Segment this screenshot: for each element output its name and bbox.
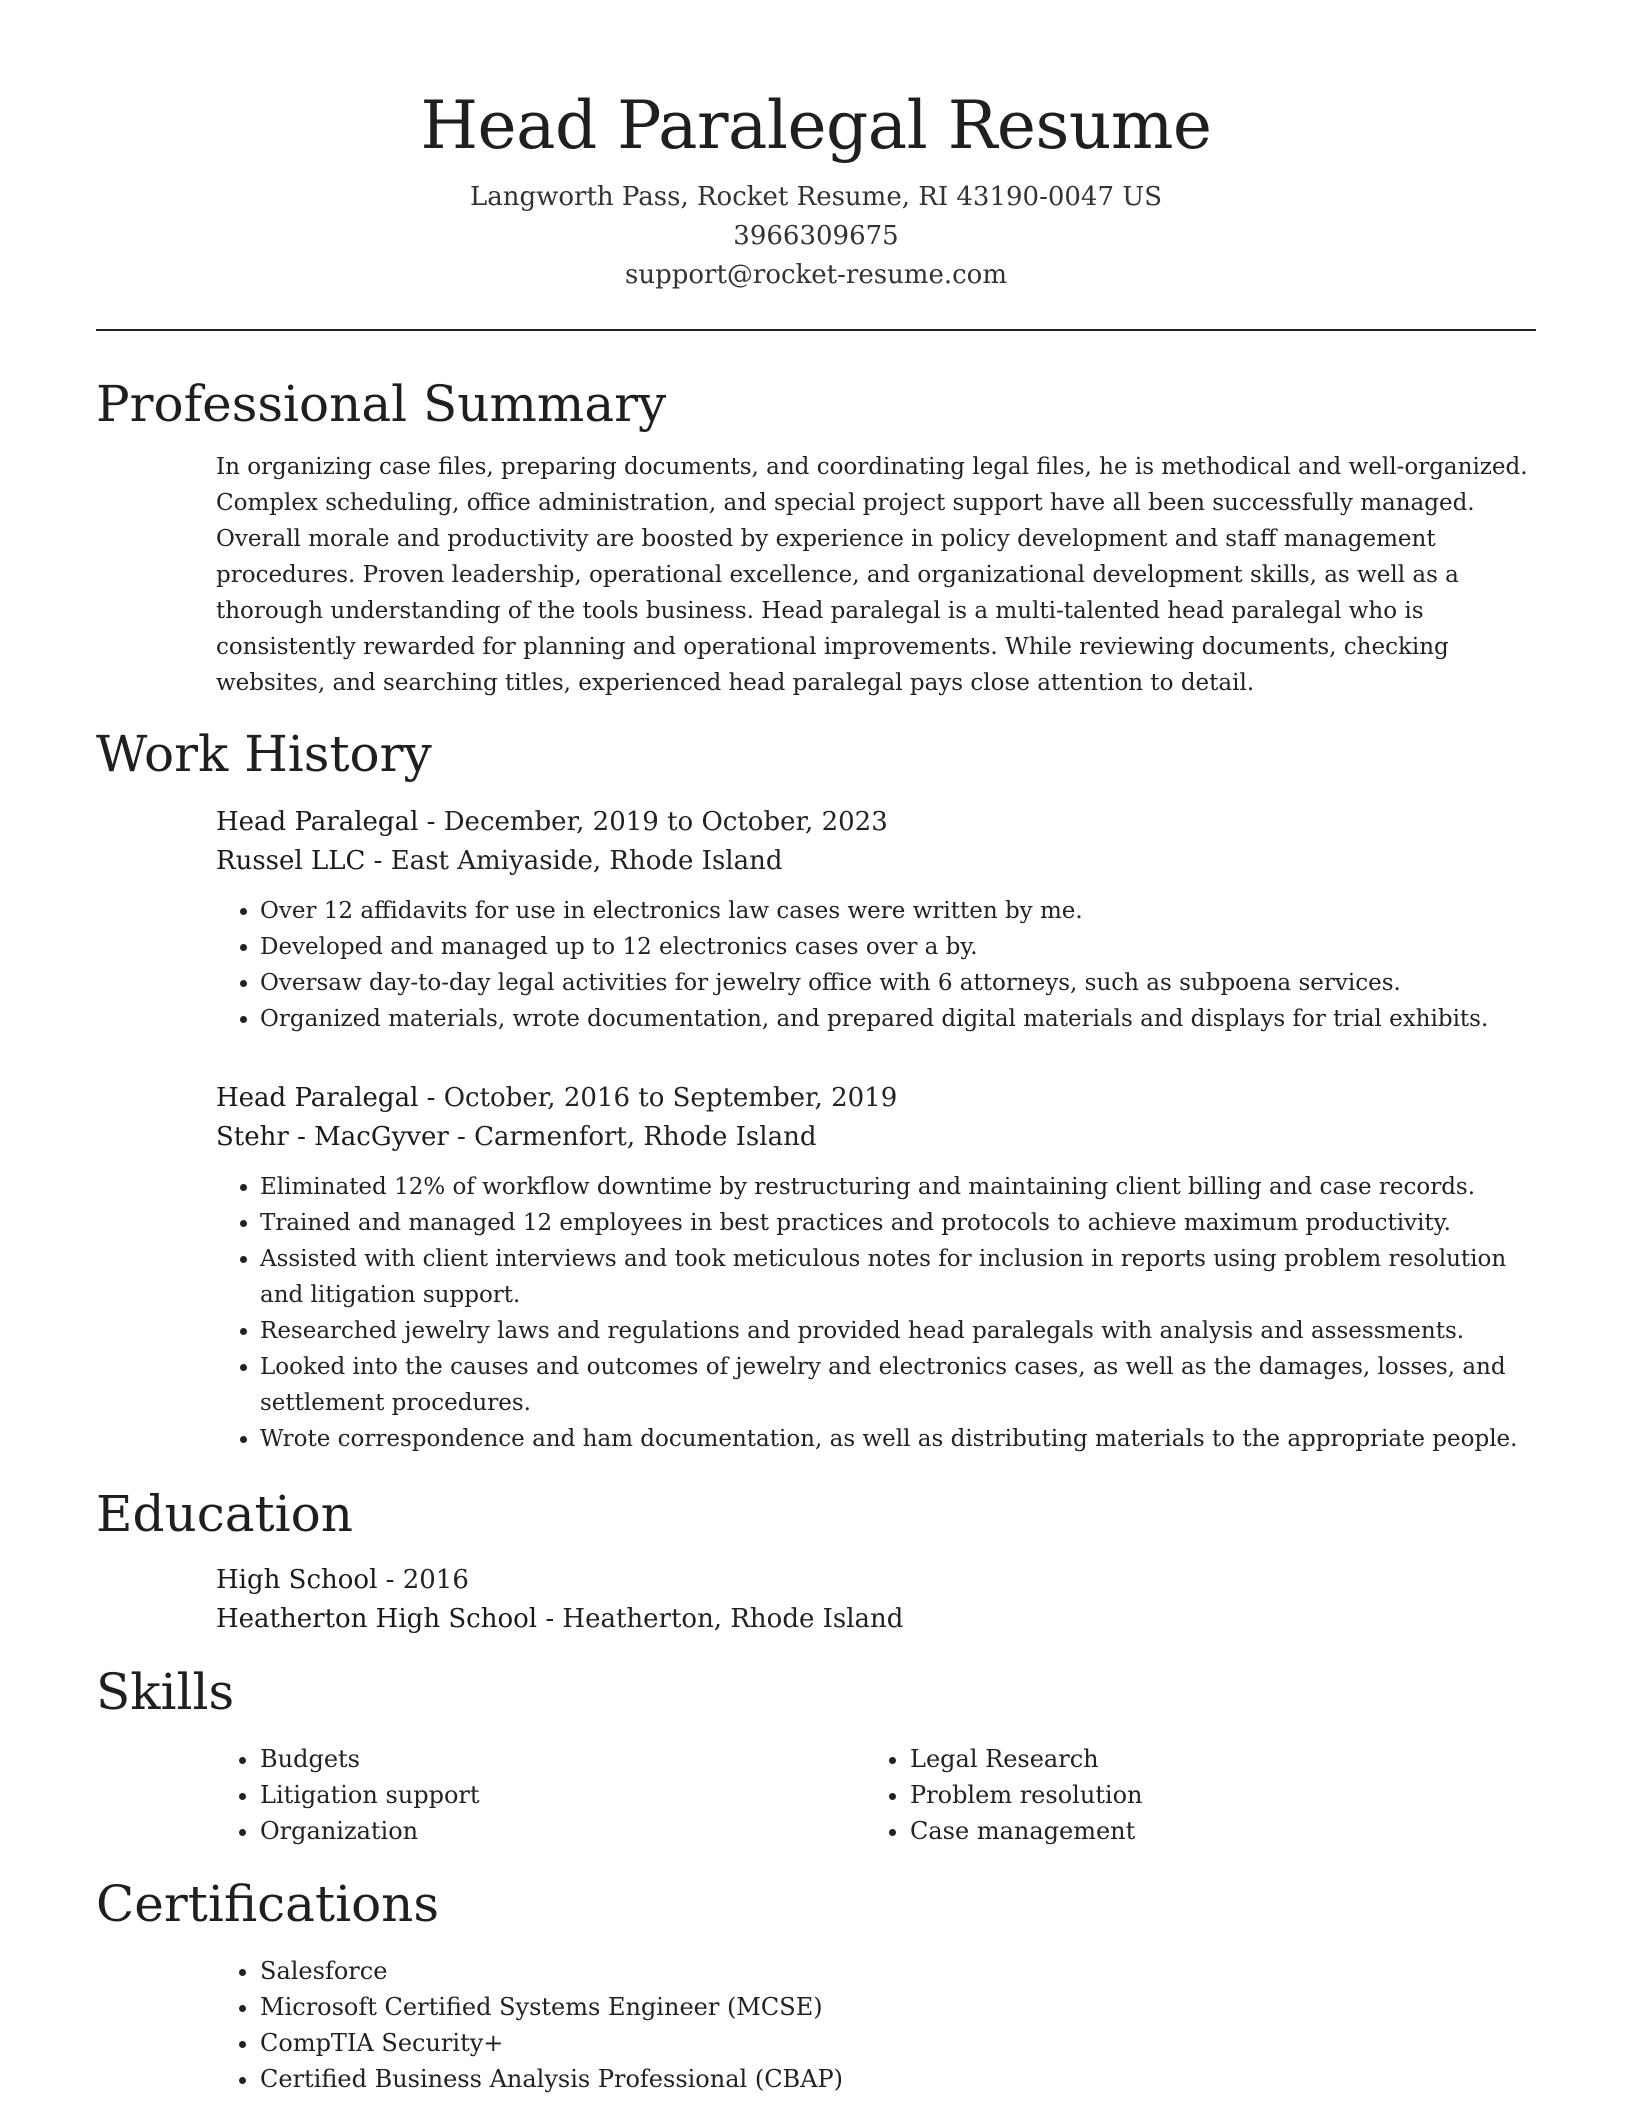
certification-item: • Salesforce (260, 1953, 1536, 1989)
skills-heading: Skills (96, 1663, 235, 1721)
skill-item: • Problem resolution (910, 1777, 1516, 1813)
job-role: Head Paralegal (216, 1083, 419, 1113)
certifications-list (216, 1953, 1536, 2097)
resume-page (96, 0, 1536, 2097)
job-bullet: • Oversaw day-to-day legal activities for jewelry office with 6 attorneys, such as subpoena services. (260, 965, 1536, 1001)
skills-list (866, 1741, 1516, 1849)
certifications-heading: Certifications (96, 1875, 440, 1933)
resume-title: Head Paralegal Resume (420, 87, 1212, 164)
skills-column-left (216, 1741, 866, 1849)
skills-section (96, 1661, 1536, 1849)
work-history-section (96, 723, 1536, 1457)
education-degree: High School (216, 1565, 378, 1595)
education-heading: Education (96, 1485, 353, 1543)
skill-item: • Case management (910, 1813, 1516, 1849)
job-bullets (216, 1169, 1536, 1457)
job-company-line (216, 1118, 1536, 1157)
contact-email: support@rocket-resume.com (624, 260, 1007, 290)
job-bullet: • Wrote correspondence and ham documentation, as well as distributing materials to the appropriate people. (260, 1421, 1536, 1457)
skills-list (216, 1741, 866, 1849)
job-dates: - October, 2016 to September, 2019 (418, 1083, 898, 1113)
job-title-line (216, 803, 1536, 842)
header-divider (96, 329, 1536, 331)
skill-item: • Litigation support (260, 1777, 866, 1813)
job-bullet: • Looked into the causes and outcomes of jewelry and electronics cases, as well as the damages, losses, and settlement procedures. (260, 1349, 1536, 1421)
job-bullet: • Organized materials, wrote documentation, and prepared digital materials and displays for trial exhibits. (260, 1001, 1536, 1037)
certification-item: • CompTIA Security+ (260, 2025, 1536, 2061)
job-company-line (216, 842, 1536, 881)
skills-grid (216, 1741, 1536, 1849)
job-location: - East Amiyaside, Rhode Island (365, 846, 783, 876)
job-role: Head Paralegal (216, 807, 419, 837)
job-bullet: • Researched jewelry laws and regulations and provided head paralegals with analysis and assessments. (260, 1313, 1536, 1349)
job-bullets (216, 893, 1536, 1037)
certification-item: • Microsoft Certified Systems Engineer (MCSE) (260, 1989, 1536, 2025)
summary-heading: Professional Summary (96, 375, 667, 433)
job-entry (216, 803, 1536, 1037)
education-degree-line (216, 1561, 1536, 1600)
work-history-heading: Work History (96, 725, 432, 783)
job-bullet: • Trained and managed 12 employees in best practices and protocols to achieve maximum productivity. (260, 1205, 1536, 1241)
job-dates: - December, 2019 to October, 2023 (418, 807, 888, 837)
skill-item: • Legal Research (910, 1741, 1516, 1777)
resume-header (96, 0, 1536, 295)
certification-item: • Certified Business Analysis Professional (CBAP) (260, 2061, 1536, 2097)
job-title-line (216, 1079, 1536, 1118)
job-company: Stehr - MacGyver (216, 1122, 449, 1152)
education-school: Heatherton High School (216, 1604, 538, 1634)
skills-column-right (866, 1741, 1516, 1849)
job-entry (216, 1079, 1536, 1457)
job-bullet: • Eliminated 12% of workflow downtime by restructuring and maintaining client billing and case records. (260, 1169, 1536, 1205)
job-bullet: • Developed and managed up to 12 electronics cases over a by. (260, 929, 1536, 965)
contact-phone: 3966309675 (733, 221, 899, 251)
contact-address: Langworth Pass, Rocket Resume, RI 43190-0047 US (469, 182, 1163, 212)
contact-block (96, 178, 1536, 295)
skill-item: • Budgets (260, 1741, 866, 1777)
summary-section (96, 373, 1536, 701)
certifications-section (96, 1873, 1536, 2097)
skill-item: • Organization (260, 1813, 866, 1849)
job-bullet: • Over 12 affidavits for use in electronics law cases were written by me. (260, 893, 1536, 929)
education-location: - Heatherton, Rhode Island (537, 1604, 904, 1634)
education-year: - 2016 (377, 1565, 469, 1595)
job-bullet: • Assisted with client interviews and took meticulous notes for inclusion in reports using problem resolution and litigation support. (260, 1241, 1536, 1313)
education-school-line (216, 1600, 1536, 1639)
education-entry (216, 1561, 1536, 1639)
job-location: - Carmenfort, Rhode Island (448, 1122, 817, 1152)
job-company: Russel LLC (216, 846, 366, 876)
education-section (96, 1483, 1536, 1639)
summary-text: In organizing case files, preparing documents, and coordinating legal files, he is methodical and well-organized. Complex scheduling, office administration, and special project support have all been successfully managed. Overall morale and productivity are boosted by experience in policy development and staff management procedures. Proven leadership, operational excellence, and organizational development skills, as well as a thorough understanding of the tools business. Head paralegal is a multi-talented head paralegal who is consistently rewarded for planning and operational improvements. While reviewing documents, checking websites, and searching titles, experienced head paralegal pays close attention to detail. (216, 454, 1528, 696)
